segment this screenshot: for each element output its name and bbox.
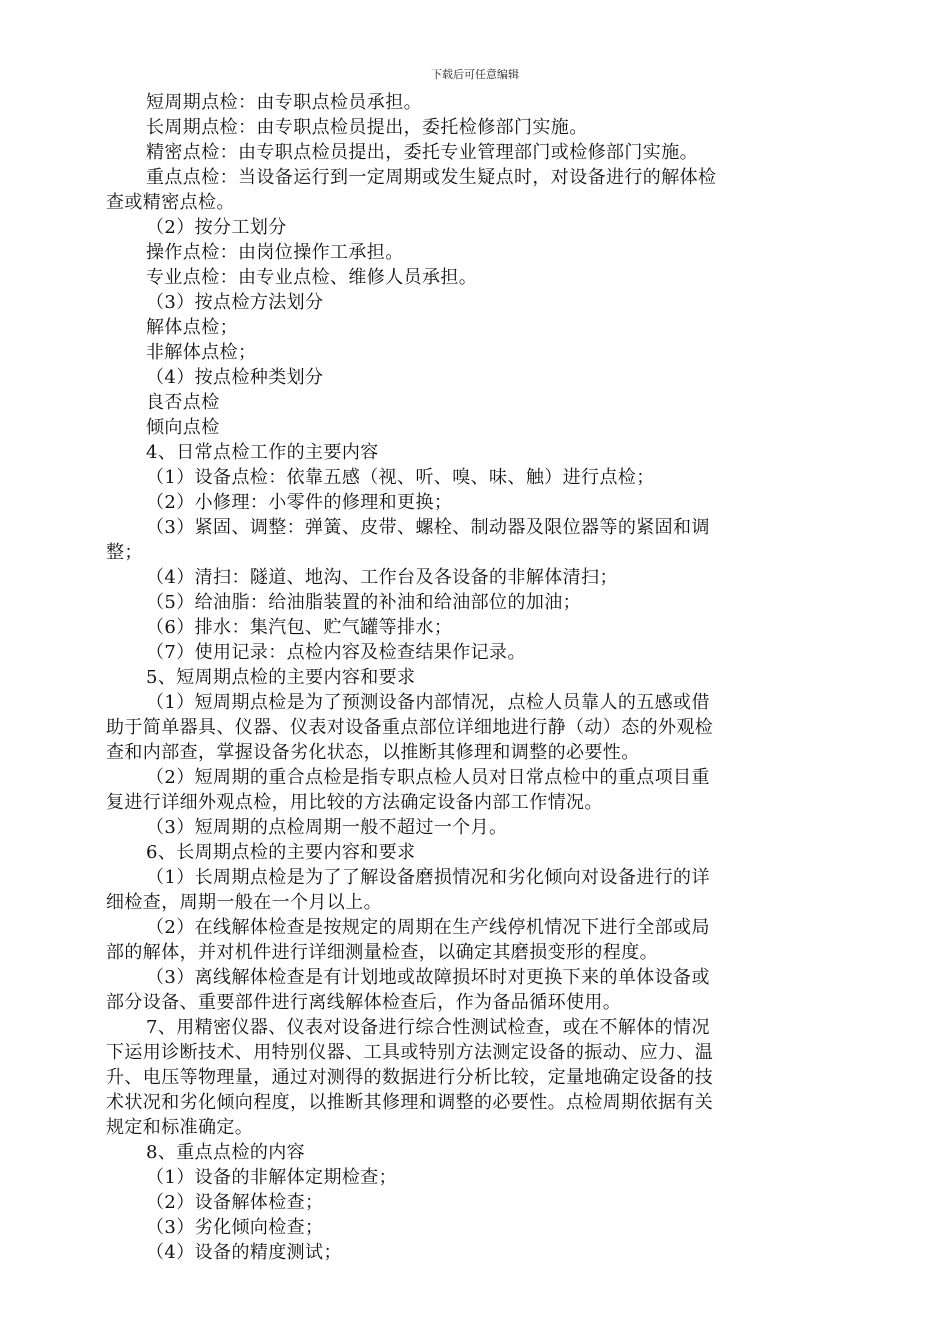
text-line: （3）按点检方法划分 [146, 292, 324, 313]
text-line: （1）设备点检：依靠五感（视、听、嗅、味、触）进行点检； [146, 467, 655, 488]
text-line: 4、日常点检工作的主要内容 [146, 442, 379, 463]
text-line: 精密点检：由专职点检员提出，委托专业管理部门或检修部门实施。 [146, 142, 698, 163]
text-line: （2）按分工划分 [146, 217, 287, 238]
text-line: 查和内部查，掌握设备劣化状态，以推断其修理和调整的必要性。 [106, 742, 640, 763]
text-line: （1）设备的非解体定期检查； [146, 1167, 398, 1188]
text-line: 倾向点检 [146, 417, 220, 438]
text-line: （5）给油脂：给油脂装置的补油和给油部位的加油； [146, 592, 582, 613]
page-header: 下载后可任意编辑 [431, 68, 519, 81]
document-body [106, 90, 846, 1265]
text-line: （3）短周期的点检周期一般不超过一个月。 [146, 817, 508, 838]
text-line: 8、重点点检的内容 [146, 1142, 306, 1163]
text-line: 非解体点检； [146, 342, 257, 363]
text-line: （3）劣化倾向检查； [146, 1217, 324, 1238]
text-line: 复进行详细外观点检，用比较的方法确定设备内部工作情况。 [106, 792, 603, 813]
text-line: （4）清扫：隧道、地沟、工作台及各设备的非解体清扫； [146, 567, 618, 588]
text-line: 细检查，周期一般在一个月以上。 [106, 892, 382, 913]
text-line: 长周期点检：由专职点检员提出，委托检修部门实施。 [146, 117, 588, 138]
text-line: 短周期点检：由专职点检员承担。 [146, 92, 422, 113]
text-line: （7）使用记录：点检内容及检查结果作记录。 [146, 642, 526, 663]
text-line: （2）短周期的重合点检是指专职点检人员对日常点检中的重点项目重 [146, 767, 710, 788]
text-line: 部分设备、重要部件进行离线解体检查后，作为备品循环使用。 [106, 992, 622, 1013]
text-line: 专业点检：由专业点检、维修人员承担。 [146, 267, 478, 288]
text-line: 规定和标准确定。 [106, 1117, 254, 1138]
text-line: （1）长周期点检是为了了解设备磨损情况和劣化倾向对设备进行的详 [146, 867, 710, 888]
text-line: （2）在线解体检查是按规定的周期在生产线停机情况下进行全部或局 [146, 917, 710, 938]
text-line: 重点点检：当设备运行到一定周期或发生疑点时，对设备进行的解体检 [146, 167, 717, 188]
text-line: 解体点检； [146, 317, 238, 338]
text-line: （4）按点检种类划分 [146, 367, 324, 388]
text-line: 整； [106, 542, 143, 563]
text-line: 6、长周期点检的主要内容和要求 [146, 842, 416, 863]
text-line: 部的解体，并对机件进行详细测量检查，以确定其磨损变形的程度。 [106, 942, 658, 963]
text-line: 术状况和劣化倾向程度，以推断其修理和调整的必要性。点检周期依据有关 [106, 1092, 714, 1113]
text-line: 下运用诊断技术、用特别仪器、工具或特别方法测定设备的振动、应力、温 [106, 1042, 714, 1063]
text-line: 查或精密点检。 [106, 192, 235, 213]
text-line: 7、用精密仪器、仪表对设备进行综合性测试检查，或在不解体的情况 [146, 1017, 710, 1038]
text-line: 良否点检 [146, 392, 220, 413]
text-line: （4）设备的精度测试； [146, 1242, 342, 1263]
text-line: （2）设备解体检查； [146, 1192, 324, 1213]
text-line: 助于简单器具、仪器、仪表对设备重点部位详细地进行静（动）态的外观检 [106, 717, 714, 738]
text-line: （3）紧固、调整：弹簧、皮带、螺栓、制动器及限位器等的紧固和调 [146, 517, 710, 538]
text-line: （2）小修理：小零件的修理和更换； [146, 492, 453, 513]
text-line: 操作点检：由岗位操作工承担。 [146, 242, 404, 263]
text-line: 升、电压等物理量，通过对测得的数据进行分析比较，定量地确定设备的技 [106, 1067, 714, 1088]
text-line: （6）排水：集汽包、贮气罐等排水； [146, 617, 453, 638]
text-line: 5、短周期点检的主要内容和要求 [146, 667, 416, 688]
text-line: （1）短周期点检是为了预测设备内部情况，点检人员靠人的五感或借 [146, 692, 710, 713]
text-line: （3）离线解体检查是有计划地或故障损坏时对更换下来的单体设备或 [146, 967, 710, 988]
